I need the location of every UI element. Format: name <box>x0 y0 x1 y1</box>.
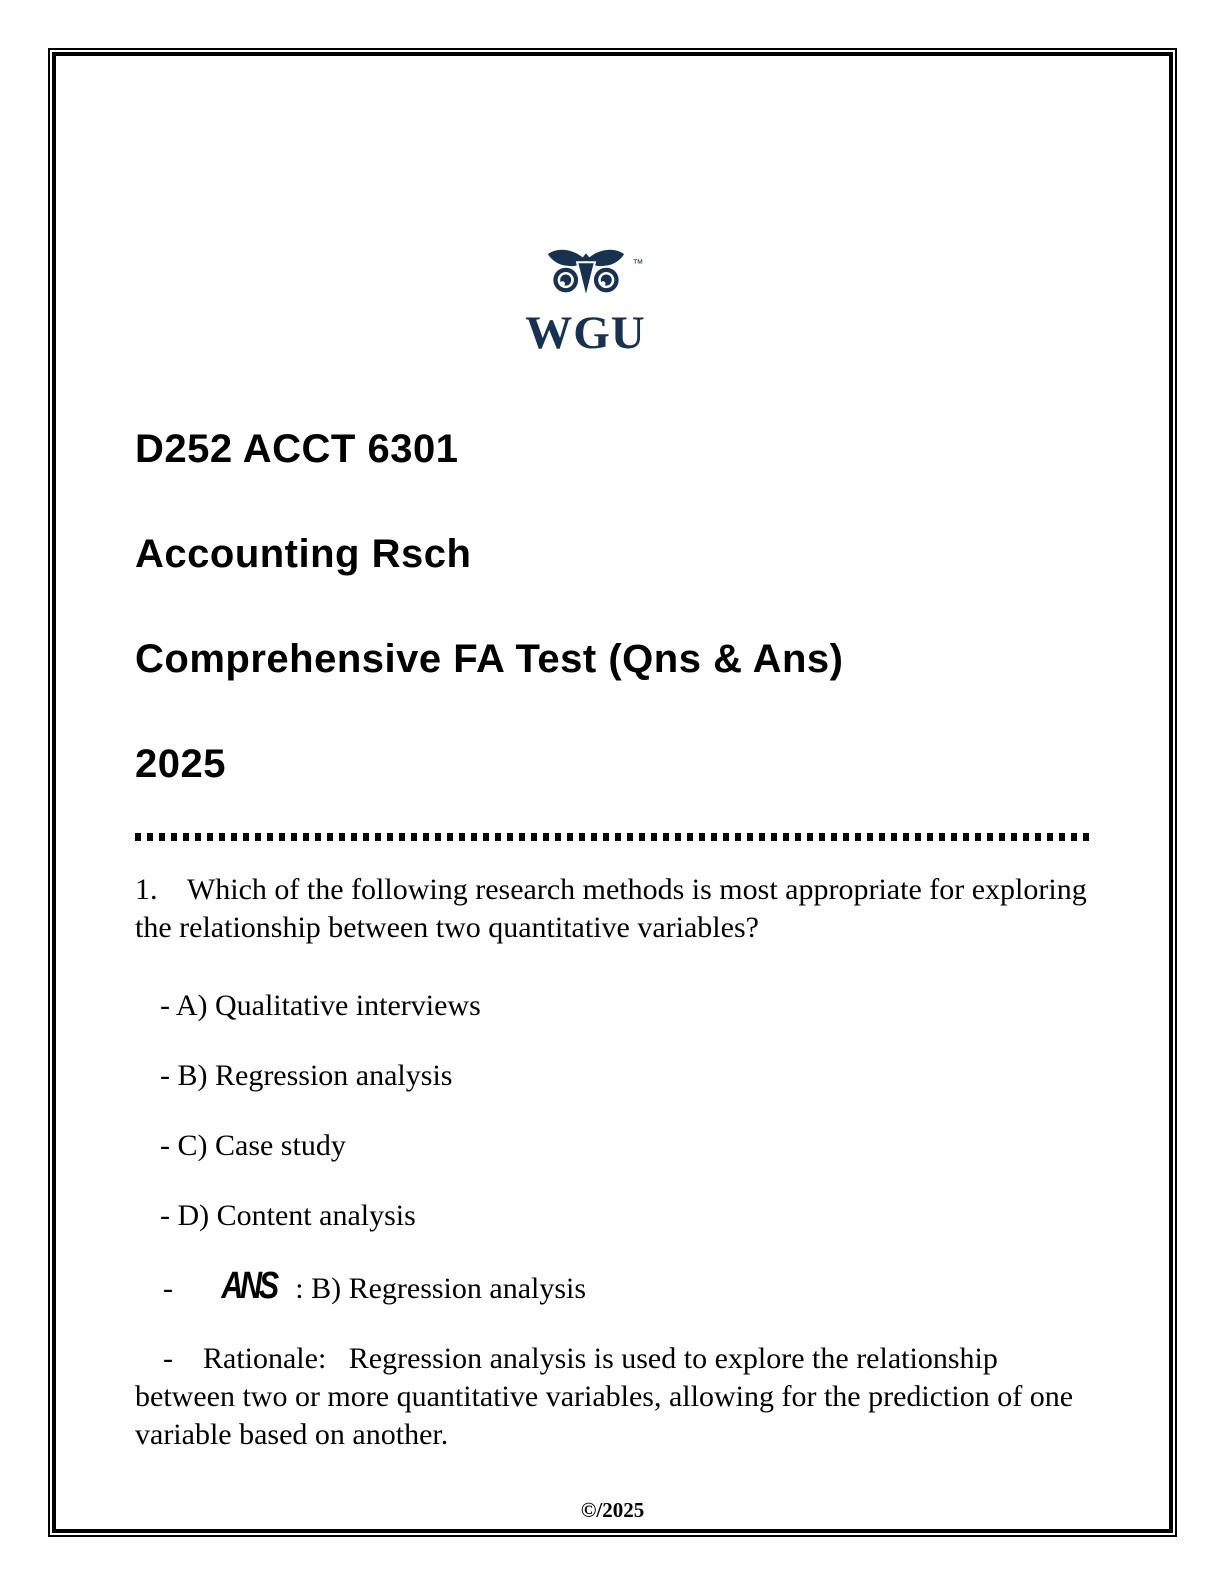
course-code-heading: D252 ACCT 6301 <box>135 427 459 471</box>
answer-text: : B) Regression analysis <box>295 1272 587 1305</box>
rationale-text: - Rationale: Regression analysis is used to explore the relationship between two or more quantitative variables, allowing for the prediction of one variable based on another. <box>135 1342 1081 1451</box>
page-border <box>48 48 1177 1537</box>
wgu-logo <box>107 246 1064 359</box>
copyright-text: ©/2025 <box>580 1498 645 1522</box>
page-border-inner <box>52 52 1173 1533</box>
trademark-symbol: ™ <box>632 258 644 270</box>
wgu-wordmark: WGU <box>525 307 646 359</box>
page-content <box>56 56 1169 1529</box>
answer-option-d: - D) Content analysis <box>160 1199 416 1232</box>
answer-option-a: - A) Qualitative interviews <box>160 989 481 1022</box>
course-name-heading: Accounting Rsch <box>135 532 472 576</box>
dotted-divider <box>135 833 1092 841</box>
document-title-heading: Comprehensive FA Test (Qns & Ans) <box>135 637 844 681</box>
owl-icon <box>544 246 628 306</box>
document-header <box>135 426 1092 788</box>
answer-option-c: - C) Case study <box>160 1129 346 1162</box>
year-heading: 2025 <box>135 742 226 786</box>
question-text: 1. Which of the following research methods is most appropriate for exploring the relationship between two quantitative variables? <box>135 873 1095 944</box>
answer-line <box>135 1267 1092 1308</box>
answer-option-b: - B) Regression analysis <box>160 1059 453 1092</box>
answer-dash: - <box>163 1272 173 1305</box>
ans-label: ANS <box>221 1265 276 1307</box>
